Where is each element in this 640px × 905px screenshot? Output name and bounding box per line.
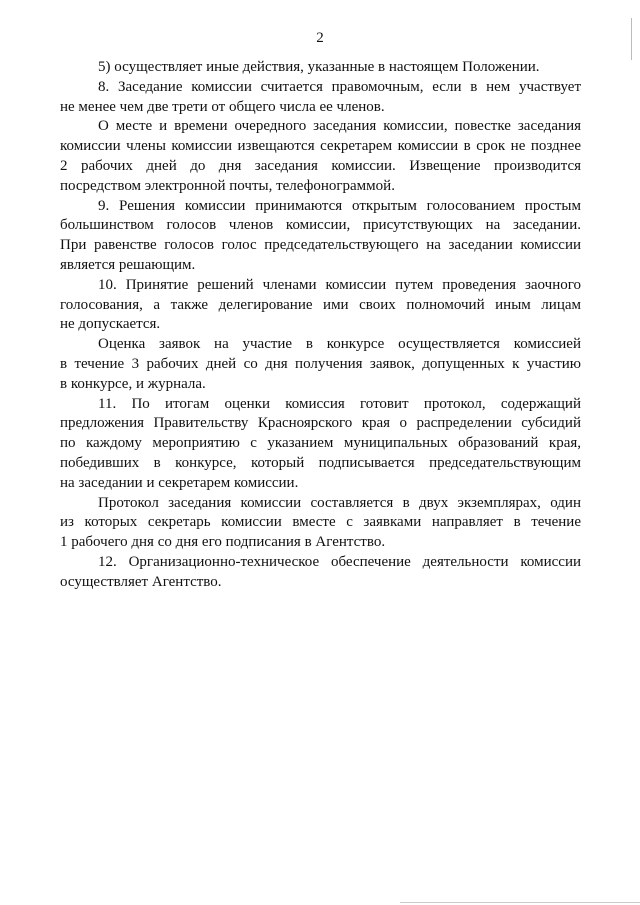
text-line: 1 рабочего дня со дня его подписания в Агентство.: [60, 534, 386, 551]
page-number: 2: [316, 30, 324, 46]
text-line: 8. Заседание комиссии считается правомочным, если в нем участвует: [98, 78, 581, 95]
text-line: большинством голосов членов комиссии, присутствующих на заседании.: [60, 217, 581, 234]
text-line: в конкурсе, и журнала.: [60, 375, 206, 392]
text-line: осуществляет Агентство.: [60, 573, 222, 590]
text-line: О месте и времени очередного заседания комиссии, повестке заседания: [98, 118, 581, 135]
text-line: посредством электронной почты, телефонограммой.: [60, 177, 395, 194]
paragraph: [60, 335, 581, 394]
text-line: При равенстве голосов голос председательствующего на заседании комиссии: [60, 237, 581, 254]
text-line: 9. Решения комиссии принимаются открытым голосованием простым: [98, 197, 581, 214]
text-line: является решающим.: [60, 256, 196, 273]
text-line: комиссии члены комиссии извещаются секретарем комиссии в срок не позднее: [60, 138, 581, 155]
text-line: на заседании и секретарем комиссии.: [60, 474, 299, 491]
text-line: победивших в конкурсе, который подписывается председательствующим: [60, 454, 581, 471]
text-line: Протокол заседания комиссии составляется в двух экземплярах, один: [98, 494, 581, 511]
text-line: 12. Организационно-техническое обеспечение деятельности комиссии: [98, 553, 581, 570]
paragraph: [60, 117, 581, 196]
text-line: Оценка заявок на участие в конкурсе осуществляется комиссией: [98, 336, 581, 353]
text-line: 10. Принятие решений членами комиссии путем проведения заочного: [98, 276, 581, 293]
text-line: из которых секретарь комиссии вместе с заявками направляет в течение: [60, 514, 581, 531]
paragraph: [60, 276, 581, 335]
paragraph: [60, 553, 581, 593]
text-line: 5) осуществляет иные действия, указанные в настоящем Положении.: [98, 59, 540, 75]
paragraph: [60, 78, 581, 118]
text-line: 11. По итогам оценки комиссия готовит протокол, содержащий: [98, 395, 581, 412]
paragraph: [60, 494, 581, 553]
document-body: [60, 58, 581, 593]
text-line: не допускается.: [60, 316, 161, 333]
text-line: 2 рабочих дней до дня заседания комиссии. Извещение производится: [60, 157, 581, 174]
paragraph: [60, 197, 581, 276]
text-line: по каждому мероприятию с указанием муниципальных образований края,: [60, 435, 581, 452]
text-line: предложения Правительству Красноярского края о распределении субсидий: [60, 415, 581, 432]
text-line: в течение 3 рабочих дней со дня получения заявок, допущенных к участию: [60, 355, 581, 372]
paragraph: [60, 395, 581, 494]
scan-bottom-edge: [400, 902, 640, 903]
text-line: голосования, а также делегирование ими своих полномочий иным лицам: [60, 296, 581, 313]
text-line: не менее чем две трети от общего числа ее членов.: [60, 98, 385, 115]
paragraph: [60, 58, 581, 78]
